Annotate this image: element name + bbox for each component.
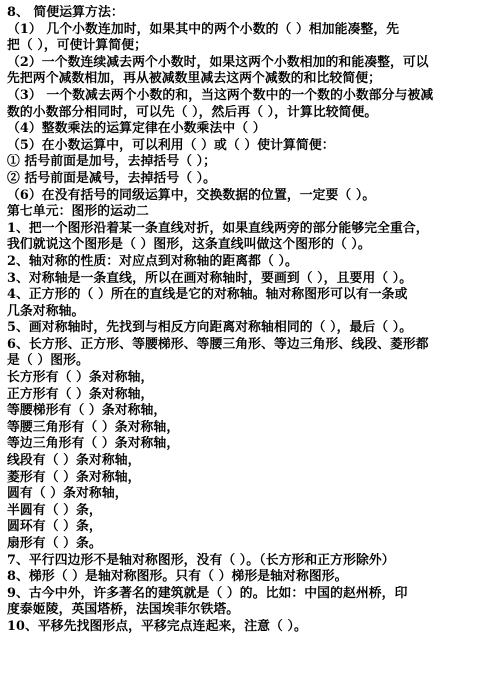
unit-7-heading: 第七单元：图形的运动二 xyxy=(7,204,149,220)
text-line: ① 括号前面是加号，去掉括号（ ）； xyxy=(7,154,217,170)
text-line: 先把两个减数相加，再从被减数里减去这两个减数的和比较简便； xyxy=(7,71,382,87)
text-line: （1） 几个小数连加时，如果其中的两个小数的（ ）相加能凑整，先 xyxy=(7,21,400,37)
list-item: 半圆有（ ）条， xyxy=(7,502,102,518)
list-item: 等腰梯形有（ ）条对称轴， xyxy=(7,403,167,419)
text-line: （6）在没有括号的同级运算中，交换数据的位置，一定要（ ）。 xyxy=(7,187,376,203)
text-line: 是（ ）图形。 xyxy=(7,353,89,369)
text-line: 度泰姬陵，英国塔桥，法国埃菲尔铁塔。 xyxy=(7,602,240,618)
list-item: 扇形有（ ）条。 xyxy=(7,536,102,551)
section-8-heading: 8、 简便运算方法： xyxy=(7,5,124,20)
text-line: 8、梯形（ ）是轴对称图形。只有（ ）梯形是轴对称图形。 xyxy=(7,569,348,585)
list-item: 等腰三角形有（ ）条对称轴， xyxy=(7,419,180,435)
list-item: 菱形有（ ）条对称轴， xyxy=(7,469,141,485)
text-line: ② 括号前面是减号，去掉括号（ ）。 xyxy=(7,170,217,186)
document-page xyxy=(7,5,495,636)
text-line: 1、把一个图形沿着某一条直线对折，如果直线两旁的部分能够完全重合， xyxy=(7,220,429,236)
list-item: 圆环有（ ）条， xyxy=(7,519,102,535)
text-line: 10、平移先找图形点，平移完点连起来，注意（ ）。 xyxy=(7,618,307,634)
text-line: 6、长方形、正方形、等腰梯形、等腰三角形、等边三角形、线段、菱形都 xyxy=(7,336,429,352)
list-item: 圆有（ ）条对称轴， xyxy=(7,486,128,502)
text-line: （3） 一个数减去两个小数的和，当这两个数中的一个数的小数部分与被减 xyxy=(7,87,434,103)
text-line: 7、平行四边形不是轴对称图形，没有（ ）。（长方形和正方形除外） xyxy=(7,552,395,568)
list-item: 正方形有（ ）条对称轴， xyxy=(7,386,154,402)
list-item: 线段有（ ）条对称轴， xyxy=(7,453,141,469)
list-item: 长方形有（ ）条对称轴， xyxy=(7,370,154,386)
text-line: 5、画对称轴时，先找到与相反方向距离对称轴相同的（ ），最后（ ）。 xyxy=(7,320,413,336)
text-line: 9、古今中外，许多著名的建筑就是（ ）的。比如：中国的赵州桥，印 xyxy=(7,585,408,601)
list-item: 等边三角形有（ ）条对称轴， xyxy=(7,436,180,452)
text-line: 数的小数部分相同时，可以先（ ），然后再（ ），计算比较简便。 xyxy=(7,104,378,120)
text-line: 4、正方形的（ ）所在的直线是它的对称轴。轴对称图形可以有一条或 xyxy=(7,287,408,303)
text-line: （4）整数乘法的运算定律在小数乘法中（ ） xyxy=(7,121,266,137)
text-line: 把（ ），可使计算简便； xyxy=(7,38,148,54)
text-line: （2）一个数连续减去两个小数时，如果这两个小数相加的和能凑整，可以 xyxy=(7,54,429,70)
text-line: 我们就说这个图形是（ ）图形，这条直线叫做这个图形的（ ）。 xyxy=(7,237,371,253)
text-line: （5）在小数运算中，可以利用（ ）或（ ）使计算简便： xyxy=(7,137,335,153)
text-line: 2、轴对称的性质：对应点到对称轴的距离都（ ）。 xyxy=(7,253,298,269)
text-line: 3、对称轴是一条直线，所以在画对称轴时，要画到（ ），且要用（ ）。 xyxy=(7,270,413,286)
text-line: 几条对称轴。 xyxy=(7,303,85,319)
